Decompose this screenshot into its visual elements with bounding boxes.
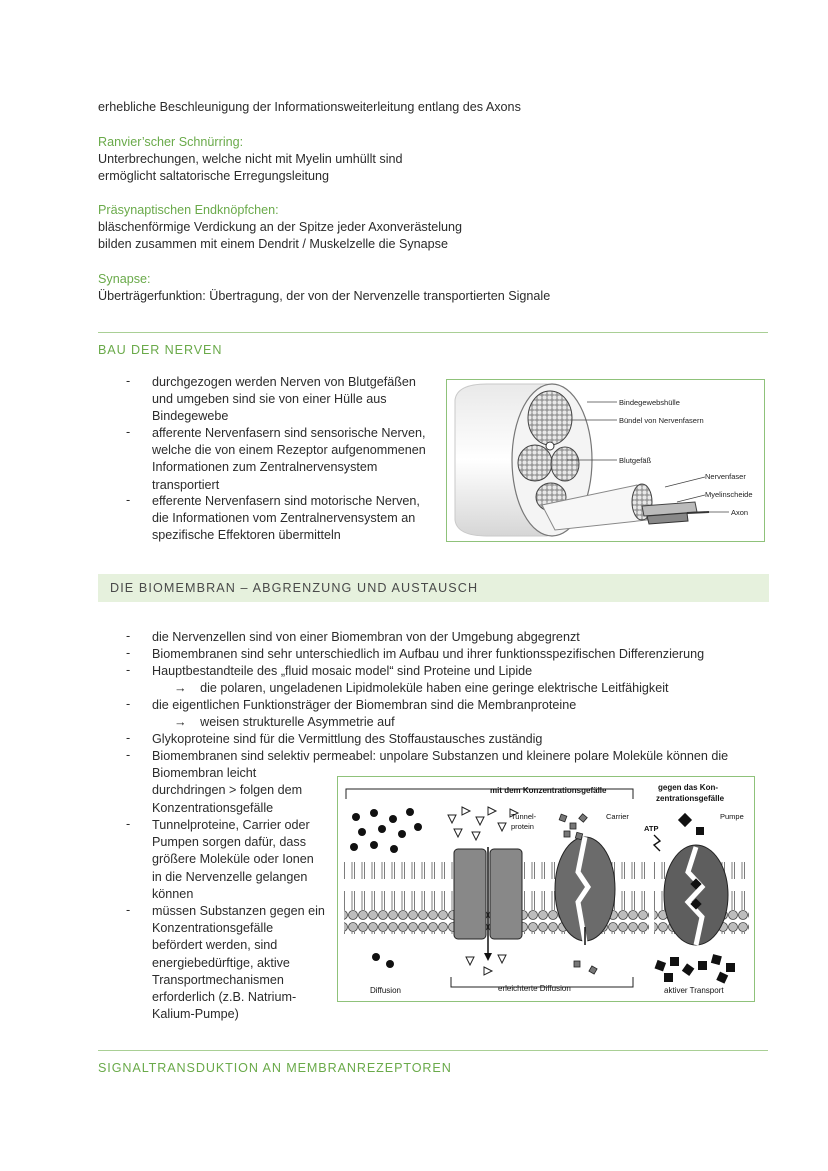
section-divider [98,332,768,333]
label-gegen-1: gegen das Kon- [658,783,719,792]
bullet-text: welche die von einem Rezeptor aufgenommenen [152,443,426,458]
bullet-text: Biomembran leicht [152,766,257,781]
bullet-text: transportiert [152,477,220,492]
ranvier-line-1: Unterbrechungen, welche nicht mit Myelin umhüllt sind [98,152,403,166]
label-pumpe: Pumpe [720,812,744,821]
nerve-figure [446,379,765,542]
nerve-illustration [447,380,764,541]
arrow-symbol: → [174,715,187,729]
bullet-text: Biomembranen sind selektiv permeabel: unpolare Substanzen und kleinere polare Moleküle können die [152,749,729,763]
bullet-text: durchdringen > folgen dem [152,783,303,798]
label-carrier: Carrier [606,812,629,821]
bullet-text: erforderlich (z.B. Natrium- [152,990,297,1004]
synapse-heading: Synapse: [98,272,151,286]
bullet-dash: - [126,817,131,831]
bullet-dash: - [126,425,131,439]
membrane-figure [337,776,755,1002]
label-blutgefaess: Blutgefäß [619,456,652,465]
bullet-text: größere Moleküle oder Ionen [152,852,314,867]
bullet-text: können [152,886,194,901]
bullet-text: energiebedürftige, aktive [152,955,290,970]
bullet-dash: - [126,748,131,762]
biomembran-heading-band [98,574,769,602]
bullet-dash: - [126,629,131,643]
bullet-text: die Nervenzellen sind von einer Biomembran von der Umgebung abgegrenzt [152,630,580,644]
bullet-dash: - [126,374,131,388]
bullet-text: spezifische Effektoren übermitteln [152,528,341,543]
biomembran-heading: DIE BIOMEMBRAN – ABGRENZUNG UND AUSTAUSCH [110,581,479,595]
synapse-line-1: Überträgerfunktion: Übertragung, der von der Nervenzelle transportierten Signale [98,289,551,303]
nerven-heading: BAU DER NERVEN [98,343,223,357]
bullet-text: Biomembranen sind sehr unterschiedlich im Aufbau und ihrer funktionsspezifischen Differenzierung [152,647,705,661]
label-buendel: Bündel von Nervenfasern [619,416,704,425]
bullet-text: Konzentrationsgefälle [152,921,274,936]
label-tunnel-1: Tunnel- [511,812,537,821]
label-tunnel-2: protein [511,822,534,831]
bullet-text: durchgezogen werden Nerven von Blutgefäßen [152,375,416,389]
label-mit: mit dem Konzentrationsgefälle [490,786,607,795]
bullet-text: Informationen zum Zentralnervensystem [152,460,378,475]
bullet-dash: - [126,663,131,677]
bullet-text: efferente Nervenfasern sind motorische Nerven, [152,494,420,508]
bullet-text: Tunnelproteine, Carrier oder [152,818,310,832]
label-atp: ATP [644,824,659,833]
label-aktiv: aktiver Transport [664,986,724,995]
endknopf-line-2: bilden zusammen mit einem Dendrit / Muskelzelle die Synapse [98,237,448,251]
bullet-text: die eigentlichen Funktionsträger der Biomembran sind die Membranproteine [152,698,577,712]
bio-arrow-2 [174,714,395,731]
label-erleichtert: erleichterte Diffusion [498,984,571,993]
bullet-dash: - [126,903,131,917]
arrow-text: die polaren, ungeladenen Lipidmoleküle haben eine geringe elektrische Leitfähigkeit [200,681,669,695]
bullet-text: Bindegewebe [152,409,229,424]
bullet-text: afferente Nervenfasern sind sensorische Nerven, [152,426,426,440]
bullet-dash: - [126,731,131,745]
intro-text: erhebliche Beschleunigung der Informationsweiterleitung entlang des Axons [98,100,521,114]
endknopf-line-1: bläschenförmige Verdickung an der Spitze jeder Axonverästelung [98,220,463,234]
bio-arrow-1 [174,680,669,697]
bullet-dash: - [126,493,131,507]
ranvier-heading: Ranvier’scher Schnürring: [98,135,244,149]
arrow-symbol: → [174,681,187,695]
bullet-text: Konzentrationsgefälle [152,800,274,815]
label-bindegewebshuelle: Bindegewebshülle [619,398,680,407]
bullet-text: befördert werden, sind [152,938,278,953]
label-gegen-2: zentrationsgefälle [656,794,725,803]
arrow-text: weisen strukturelle Asymmetrie auf [200,715,395,729]
endknopf-heading: Präsynaptischen Endknöpfchen: [98,203,279,217]
bullet-text: müssen Substanzen gegen ein [152,904,325,918]
bullet-text: Kalium-Pumpe) [152,1007,239,1022]
ranvier-line-2: ermöglicht saltatorische Erregungsleitung [98,169,330,183]
signal-heading: SIGNALTRANSDUKTION AN MEMBRANREZEPTOREN [98,1061,452,1075]
bullet-text: die Informationen vom Zentralnervensystem an [152,511,416,526]
label-nervenfaser: Nervenfaser [705,472,746,481]
bullet-text: Glykoproteine sind für die Vermittlung des Stoffaustausches zuständig [152,732,543,746]
label-diffusion: Diffusion [370,986,401,995]
label-myelinscheide: Myelinscheide [705,490,753,499]
bullet-text: und umgeben sind sie von einer Hülle aus [152,392,387,407]
bullet-dash: - [126,697,131,711]
bullet-text: in die Nervenzelle gelangen [152,869,308,884]
bullet-text: Transportmechanismen [152,972,284,987]
label-axon: Axon [731,508,749,517]
bullet-text: Pumpen sorgen dafür, dass [152,835,307,850]
bullet-dash: - [126,646,131,660]
bullet-text: Hauptbestandteile des „fluid mosaic model“ sind Proteine und Lipide [152,664,533,678]
section-divider-2 [98,1050,768,1051]
membrane-illustration [338,777,754,1001]
